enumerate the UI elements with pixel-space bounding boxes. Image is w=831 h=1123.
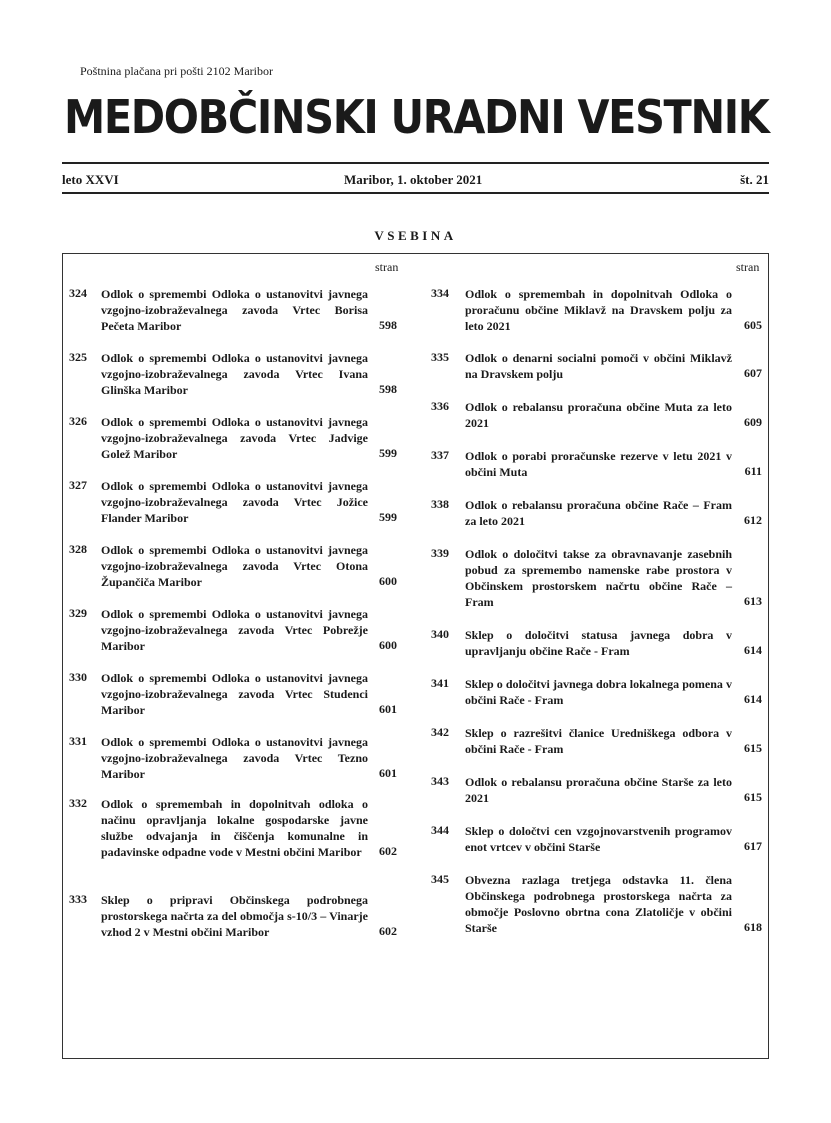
entry-number: 332: [69, 796, 87, 810]
entry-number: 326: [69, 414, 87, 428]
entry-number: 331: [69, 734, 87, 748]
entry-title: Odlok o določitvi takse za obravnavanje zasebnih pobud za spremembo namenske rabe prostora v Občinskem prostorskem načrtu občine Rače – Fram: [465, 547, 732, 609]
entry-title: Sklep o določtvi cen vzgojnovarstvenih programov enot vrtcev v občini Starše: [465, 824, 732, 854]
entry-title: Sklep o določitvi javnega dobra lokalnega pomena v občini Rače - Fram: [465, 677, 732, 707]
issue-year: leto XXVI: [62, 172, 119, 187]
entry-title: Obvezna razlaga tretjega odstavka 11. člena Občinskega podrobnega prostorskega načrta za območje Poslovno obrtna cona Zlatoličje v občini Starše: [465, 873, 732, 935]
entry-title: Odlok o spremembah in dopolnitvah Odloka o proračunu občine Miklavž na Dravskem polju za leto 2021: [465, 287, 732, 333]
postage-note: Poštnina plačana pri pošti 2102 Maribor: [80, 64, 273, 78]
issue-place-date: Maribor, 1. oktober 2021: [344, 172, 483, 187]
entry-page: 602: [379, 924, 397, 938]
entry-page: 600: [379, 638, 397, 652]
entry-page: 599: [379, 510, 397, 524]
entry-number: 335: [431, 350, 449, 364]
entry-page: 602: [379, 844, 397, 858]
entry-page: 601: [379, 702, 397, 716]
entry-page: 612: [744, 513, 762, 527]
entry-page: 605: [744, 318, 762, 332]
entry-title: Odlok o denarni socialni pomoči v občini Miklavž na Dravskem polju: [465, 351, 732, 381]
entry-page: 615: [744, 741, 762, 755]
entry-page: 614: [744, 692, 762, 706]
entry-title: Odlok o spremembi Odloka o ustanovitvi javnega vzgojno-izobraževalnega zavoda Vrtec Jadvige Golež Maribor: [101, 415, 368, 461]
entry-page: 613: [744, 594, 762, 608]
entry-title: Odlok o rebalansu proračuna občine Starše za leto 2021: [465, 775, 732, 805]
entry-page: 609: [744, 415, 762, 429]
bottom-rule: [62, 192, 769, 194]
entry-title: Odlok o rebalansu proračuna občine Rače – Fram za leto 2021: [465, 498, 732, 528]
entry-title: Sklep o razrešitvi članice Uredniškega odbora v občini Rače - Fram: [465, 726, 732, 756]
entry-number: 342: [431, 725, 449, 739]
entry-page: 614: [744, 643, 762, 657]
entry-number: 334: [431, 286, 449, 300]
entry-page: 607: [744, 366, 762, 380]
entry-number: 340: [431, 627, 449, 641]
entry-page: 598: [379, 382, 397, 396]
entry-page: 599: [379, 446, 397, 460]
contents-heading: VSEBINA: [374, 228, 457, 243]
entry-number: 325: [69, 350, 87, 364]
page-column-label: stran: [375, 260, 399, 274]
contents-right-column: [423, 254, 768, 1058]
contents-box: [62, 253, 769, 1059]
entry-page: 600: [379, 574, 397, 588]
entry-title: Odlok o rebalansu proračuna občine Muta za leto 2021: [465, 400, 732, 430]
entry-number: 330: [69, 670, 87, 684]
entry-page: 601: [379, 766, 397, 780]
entry-title: Odlok o spremembah in dopolnitvah odloka o načinu opravljanja lokalne gospodarske javne službe odvajanja in čiščenja komunalne in padavinske odpadne vode v Mestni občini Maribor: [101, 797, 368, 859]
entry-number: 337: [431, 448, 449, 462]
top-rule: [62, 162, 769, 164]
entry-title: Odlok o spremembi Odloka o ustanovitvi javnega vzgojno-izobraževalnega zavoda Vrtec Studenci Maribor: [101, 671, 368, 717]
entry-title: Sklep o določitvi statusa javnega dobra v upravljanju občine Rače - Fram: [465, 628, 732, 658]
entry-number: 333: [69, 892, 87, 906]
entry-number: 338: [431, 497, 449, 511]
entry-number: 341: [431, 676, 449, 690]
entry-title: Sklep o pripravi Občinskega podrobnega prostorskega načrta za del območja s-10/3 – Vinarje vzhod 2 v Mestni občini Maribor: [101, 893, 368, 939]
entry-title: Odlok o spremembi Odloka o ustanovitvi javnega vzgojno-izobraževalnega zavoda Vrtec Jožice Flander Maribor: [101, 479, 368, 525]
entry-number: 344: [431, 823, 449, 837]
entry-number: 328: [69, 542, 87, 556]
page-column-label: stran: [736, 260, 760, 274]
entry-number: 345: [431, 872, 449, 886]
entry-page: 615: [744, 790, 762, 804]
entry-page: 618: [744, 920, 762, 934]
masthead-title: MEDOBČINSKI URADNI VESTNIK: [64, 90, 769, 144]
entry-title: Odlok o spremembi Odloka o ustanovitvi javnega vzgojno-izobraževalnega zavoda Vrtec Borisa Pečeta Maribor: [101, 287, 368, 333]
entry-number: 327: [69, 478, 87, 492]
entry-page: 598: [379, 318, 397, 332]
entry-number: 324: [69, 286, 87, 300]
entry-title: Odlok o spremembi Odloka o ustanovitvi javnega vzgojno-izobraževalnega zavoda Vrtec Otona Župančiča Maribor: [101, 543, 368, 589]
entry-number: 336: [431, 399, 449, 413]
entry-number: 339: [431, 546, 449, 560]
entry-number: 343: [431, 774, 449, 788]
issue-number: št. 21: [740, 172, 769, 187]
entry-title: Odlok o spremembi Odloka o ustanovitvi javnega vzgojno-izobraževalnega zavoda Vrtec Ivana Glinška Maribor: [101, 351, 368, 397]
entry-title: Odlok o porabi proračunske rezerve v letu 2021 v občini Muta: [465, 449, 732, 479]
contents-left-column: [63, 254, 403, 1058]
entry-number: 329: [69, 606, 87, 620]
entry-title: Odlok o spremembi Odloka o ustanovitvi javnega vzgojno-izobraževalnega zavoda Vrtec Tezno Maribor: [101, 735, 368, 781]
entry-page: 617: [744, 839, 762, 853]
entry-title: Odlok o spremembi Odloka o ustanovitvi javnega vzgojno-izobraževalnega zavoda Vrtec Pobrežje Maribor: [101, 607, 368, 653]
entry-page: 611: [744, 464, 762, 478]
